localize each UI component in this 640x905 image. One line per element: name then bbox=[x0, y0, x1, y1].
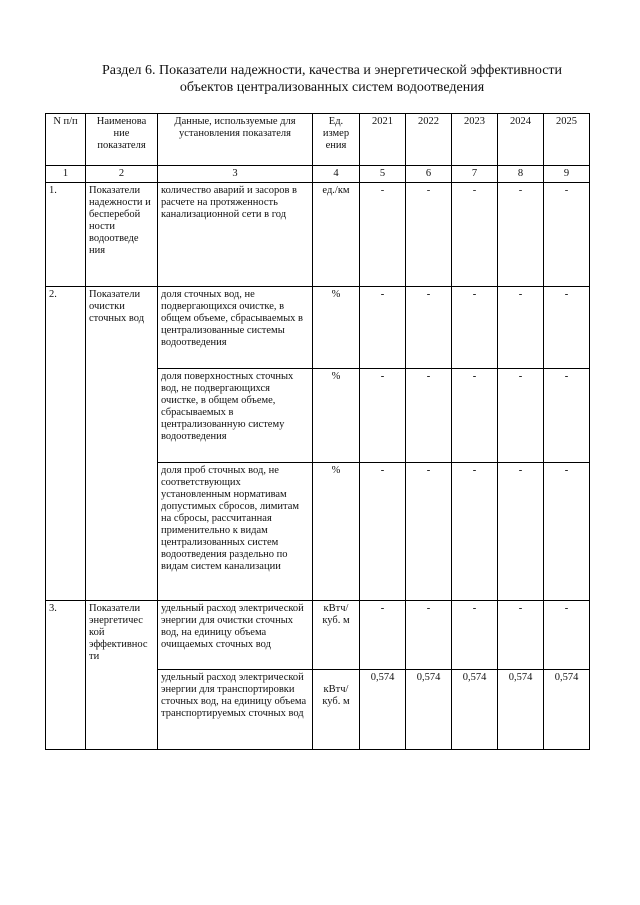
indicator-description: доля проб сточных вод, не соответствующих установленным нормативам допустимых сбросов, лимитам на сбросы, рассчитанная применительно к видам централизованных систем водоотведения раздельно по видам систем канализации bbox=[158, 463, 313, 601]
value-cell: - bbox=[452, 369, 498, 463]
unit-cell: ед./км bbox=[313, 183, 360, 287]
header-unit: Ед. измер ения bbox=[313, 114, 360, 166]
section-number: 2. bbox=[46, 287, 86, 601]
value-cell: - bbox=[360, 287, 406, 369]
value-cell: - bbox=[498, 601, 544, 670]
column-number-row bbox=[46, 166, 590, 183]
indicator-description: доля поверхностных сточных вод, не подвергающихся очистке, в общем объеме, сбрасываемых в централизованную систему водоотведения bbox=[158, 369, 313, 463]
indicator-description: удельный расход электрической энергии для очистки сточных вод, на единицу объема очищаемых сточных вод bbox=[158, 601, 313, 670]
indicators-table bbox=[45, 113, 590, 750]
indicator-name: Показатели надежности и бесперебой ности водоотведе ния bbox=[86, 183, 158, 287]
value-cell: - bbox=[452, 601, 498, 670]
value-cell: - bbox=[452, 463, 498, 601]
value-cell: - bbox=[406, 369, 452, 463]
value-cell: - bbox=[360, 601, 406, 670]
header-name: Наименова ние показателя bbox=[86, 114, 158, 166]
header-year: 2023 bbox=[452, 114, 498, 166]
section-number: 3. bbox=[46, 601, 86, 750]
value-cell: - bbox=[544, 369, 590, 463]
value-cell: 0,574 bbox=[544, 670, 590, 750]
value-cell: - bbox=[360, 463, 406, 601]
title-line-2: объектов централизованных систем водоотведения bbox=[179, 80, 485, 95]
unit-cell: % bbox=[313, 287, 360, 369]
unit-cell: кВтч/ куб. м bbox=[313, 670, 360, 750]
title-line-1: Раздел 6. Показатели надежности, качества и энергетической эффективности bbox=[101, 63, 563, 78]
column-number: 2 bbox=[86, 166, 158, 183]
table-row bbox=[46, 287, 590, 369]
column-number: 6 bbox=[406, 166, 452, 183]
table-row bbox=[46, 601, 590, 670]
header-year: 2022 bbox=[406, 114, 452, 166]
header-year: 2021 bbox=[360, 114, 406, 166]
section-title bbox=[60, 62, 604, 96]
unit-cell: кВтч/ куб. м bbox=[313, 601, 360, 670]
unit-cell: % bbox=[313, 463, 360, 601]
column-number: 8 bbox=[498, 166, 544, 183]
column-number: 9 bbox=[544, 166, 590, 183]
value-cell: - bbox=[452, 183, 498, 287]
value-cell: - bbox=[544, 183, 590, 287]
value-cell: 0,574 bbox=[406, 670, 452, 750]
value-cell: - bbox=[498, 287, 544, 369]
value-cell: - bbox=[360, 369, 406, 463]
column-number: 4 bbox=[313, 166, 360, 183]
section-number: 1. bbox=[46, 183, 86, 287]
value-cell: - bbox=[452, 287, 498, 369]
column-number: 7 bbox=[452, 166, 498, 183]
value-cell: - bbox=[406, 463, 452, 601]
value-cell: - bbox=[544, 463, 590, 601]
value-cell: - bbox=[498, 369, 544, 463]
indicator-description: количество аварий и засоров в расчете на протяженность канализационной сети в год bbox=[158, 183, 313, 287]
header-year: 2025 bbox=[544, 114, 590, 166]
value-cell: - bbox=[406, 287, 452, 369]
value-cell: - bbox=[544, 601, 590, 670]
value-cell: 0,574 bbox=[498, 670, 544, 750]
value-cell: - bbox=[360, 183, 406, 287]
value-cell: 0,574 bbox=[452, 670, 498, 750]
value-cell: - bbox=[406, 183, 452, 287]
indicator-description: удельный расход электрической энергии для транспортировки сточных вод, на единицу объема транспортируемых сточных вод bbox=[158, 670, 313, 750]
column-number: 1 bbox=[46, 166, 86, 183]
indicator-name: Показатели очистки сточных вод bbox=[86, 287, 158, 601]
value-cell: 0,574 bbox=[360, 670, 406, 750]
column-number: 5 bbox=[360, 166, 406, 183]
header-year: 2024 bbox=[498, 114, 544, 166]
value-cell: - bbox=[498, 183, 544, 287]
header-row bbox=[46, 114, 590, 166]
indicator-name: Показатели энергетичес кой эффективнос ти bbox=[86, 601, 158, 750]
table-row bbox=[46, 183, 590, 287]
value-cell: - bbox=[498, 463, 544, 601]
value-cell: - bbox=[544, 287, 590, 369]
unit-cell: % bbox=[313, 369, 360, 463]
header-num: N п/п bbox=[46, 114, 86, 166]
value-cell: - bbox=[406, 601, 452, 670]
indicator-description: доля сточных вод, не подвергающихся очистке, в общем объеме, сбрасываемых в централизованные системы водоотведения bbox=[158, 287, 313, 369]
header-data: Данные, используемые для установления показателя bbox=[158, 114, 313, 166]
column-number: 3 bbox=[158, 166, 313, 183]
